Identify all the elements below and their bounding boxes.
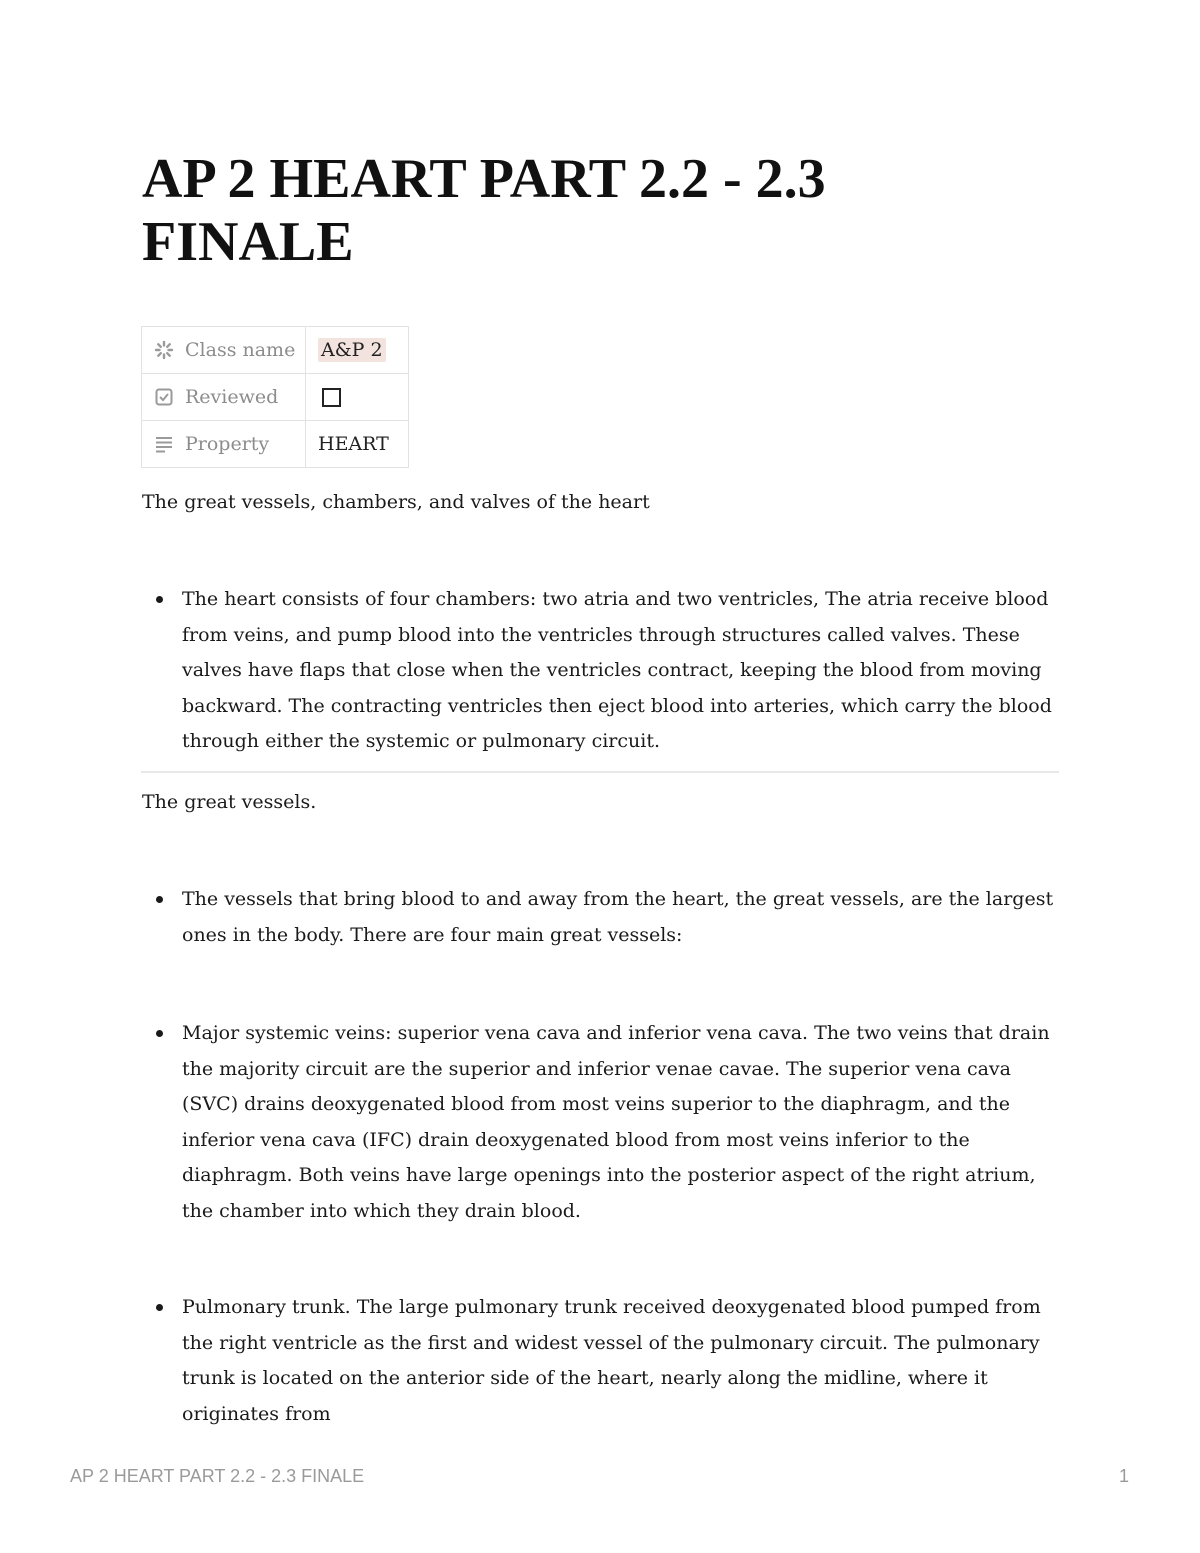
- property-key: Reviewed: [185, 386, 279, 408]
- text-lines-icon: [154, 434, 174, 454]
- page-number: 1: [1119, 1466, 1130, 1486]
- property-row-property: [142, 421, 409, 468]
- list-item: Pulmonary trunk. The large pulmonary trunk received deoxygenated blood pumped from the right ventricle as the first and widest vessel of the pulmonary circuit. The pulmonary trunk is located on the anterior side of the heart, nearly along the midline, where it originates from: [182, 1290, 1062, 1432]
- property-value: HEART: [318, 433, 389, 455]
- reviewed-checkbox[interactable]: [322, 388, 341, 407]
- divider: [141, 771, 1059, 773]
- checkbox-icon: [154, 387, 174, 407]
- section-heading-great-vessels: The great vessels.: [142, 791, 317, 813]
- property-row-class-name: [142, 327, 409, 374]
- property-key: Class name: [185, 339, 296, 361]
- page-title: AP 2 HEART PART 2.2 - 2.3 FINALE: [142, 148, 826, 273]
- property-key: Property: [185, 433, 270, 455]
- list-item: Major systemic veins: superior vena cava and inferior vena cava. The two veins that drain the majority circuit are the superior and inferior venae cavae. The superior vena cava (SVC) drains deoxygenated blood from most veins superior to the diaphragm, and the inferior vena cava (IFC) drain deoxygenated blood from most veins inferior to the diaphragm. Both veins have large openings into the posterior aspect of the right atrium, the chamber into which they drain blood.: [182, 1016, 1062, 1229]
- properties-table: [141, 326, 409, 468]
- class-name-tag[interactable]: A&P 2: [318, 338, 386, 362]
- spinner-icon: [154, 340, 174, 360]
- footer-title: AP 2 HEART PART 2.2 - 2.3 FINALE: [70, 1466, 365, 1486]
- section-heading-great-vessels-chambers-valves: The great vessels, chambers, and valves of the heart: [142, 491, 650, 513]
- property-row-reviewed: [142, 374, 409, 421]
- list-item: The heart consists of four chambers: two atria and two ventricles, The atria receive blood from veins, and pump blood into the ventricles through structures called valves. These valves have flaps that close when the ventricles contract, keeping the blood from moving backward. The contracting ventricles then eject blood into arteries, which carry the blood through either the systemic or pulmonary circuit.: [182, 582, 1062, 760]
- list-item: The vessels that bring blood to and away from the heart, the great vessels, are the largest ones in the body. There are four main great vessels:: [182, 882, 1062, 953]
